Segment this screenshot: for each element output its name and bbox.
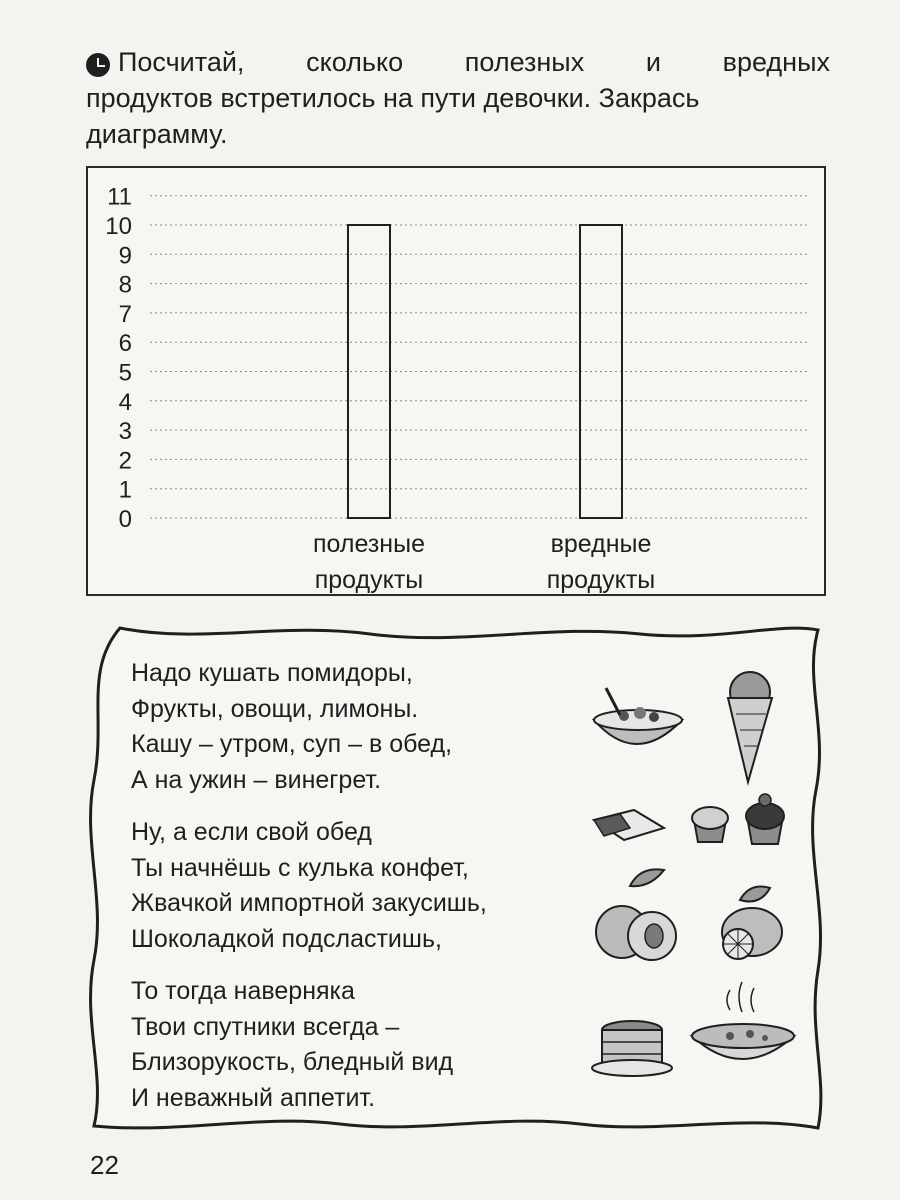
category-label: полезные <box>313 530 425 558</box>
y-tick-label: 1 <box>118 476 132 504</box>
poem-line: Твои спутники всегда – <box>131 1012 400 1041</box>
poem-line: Шоколадкой подсластишь, <box>131 924 442 953</box>
task-word: вредных <box>722 47 830 77</box>
poem-stanza <box>131 815 601 957</box>
poem-line: Ну, а если свой обед <box>131 818 372 846</box>
task-first-word-group <box>86 44 244 80</box>
y-tick-label: 3 <box>118 418 132 446</box>
y-tick-label: 5 <box>118 359 132 387</box>
y-tick-label: 6 <box>118 330 132 358</box>
chocolate-bar-icon <box>594 810 664 840</box>
task-word: Посчитай, <box>118 47 245 77</box>
lemon-icon <box>722 887 782 960</box>
y-tick-label: 11 <box>107 183 132 211</box>
poem <box>131 656 601 1133</box>
task-instruction <box>86 44 830 152</box>
poem-line: Ты начнёшь с кулька конфет, <box>131 853 469 882</box>
poem-line: Кашу – утром, суп – в обед, <box>131 730 453 758</box>
y-tick-label: 9 <box>118 242 132 270</box>
soup-bowl-icon <box>692 982 794 1059</box>
layer-cake-icon <box>592 1021 672 1076</box>
y-tick-label: 2 <box>118 447 132 475</box>
poem-line: А на ужин – винегрет. <box>131 765 382 794</box>
poem-line: Фрукты, овощи, лимоны. <box>131 694 419 723</box>
bar-outline <box>348 225 390 518</box>
food-pictures <box>590 670 810 1090</box>
cupcakes-icon <box>692 794 784 844</box>
ice-cream-cone-icon <box>728 672 772 782</box>
poem-stanza <box>131 656 601 798</box>
y-tick-label: 0 <box>118 506 132 533</box>
task-line-3: диаграмму. <box>86 119 228 149</box>
poem-line: То тогда наверняка <box>131 977 355 1005</box>
task-word: полезных <box>464 47 585 77</box>
porridge-bowl-icon <box>594 688 682 744</box>
y-tick-label: 4 <box>118 388 132 416</box>
y-tick-label: 8 <box>118 271 132 299</box>
category-label: вредные <box>550 530 652 558</box>
task-word: сколько <box>306 47 404 77</box>
chart-canvas <box>88 168 828 598</box>
poem-line: Близорукость, бледный вид <box>131 1048 454 1076</box>
poem-stanza <box>131 974 601 1116</box>
y-tick-label: 10 <box>105 213 132 240</box>
task-line-1 <box>86 44 830 80</box>
category-label: продукты <box>546 566 656 594</box>
poem-line: И неважный аппетит. <box>131 1083 376 1112</box>
page-number: 22 <box>90 1150 119 1180</box>
task-word: и <box>645 47 661 77</box>
category-label: продукты <box>314 566 424 594</box>
apricots-icon <box>596 869 676 960</box>
poem-line: Жвачкой импортной закусишь, <box>131 889 487 917</box>
y-tick-label: 7 <box>118 300 132 328</box>
task-line-2: продуктов встретилось на пути девочки. Закрась <box>86 83 700 113</box>
bar-chart <box>86 166 826 596</box>
poem-line: Надо кушать помидоры, <box>131 659 413 687</box>
task-marker-icon <box>86 53 110 77</box>
